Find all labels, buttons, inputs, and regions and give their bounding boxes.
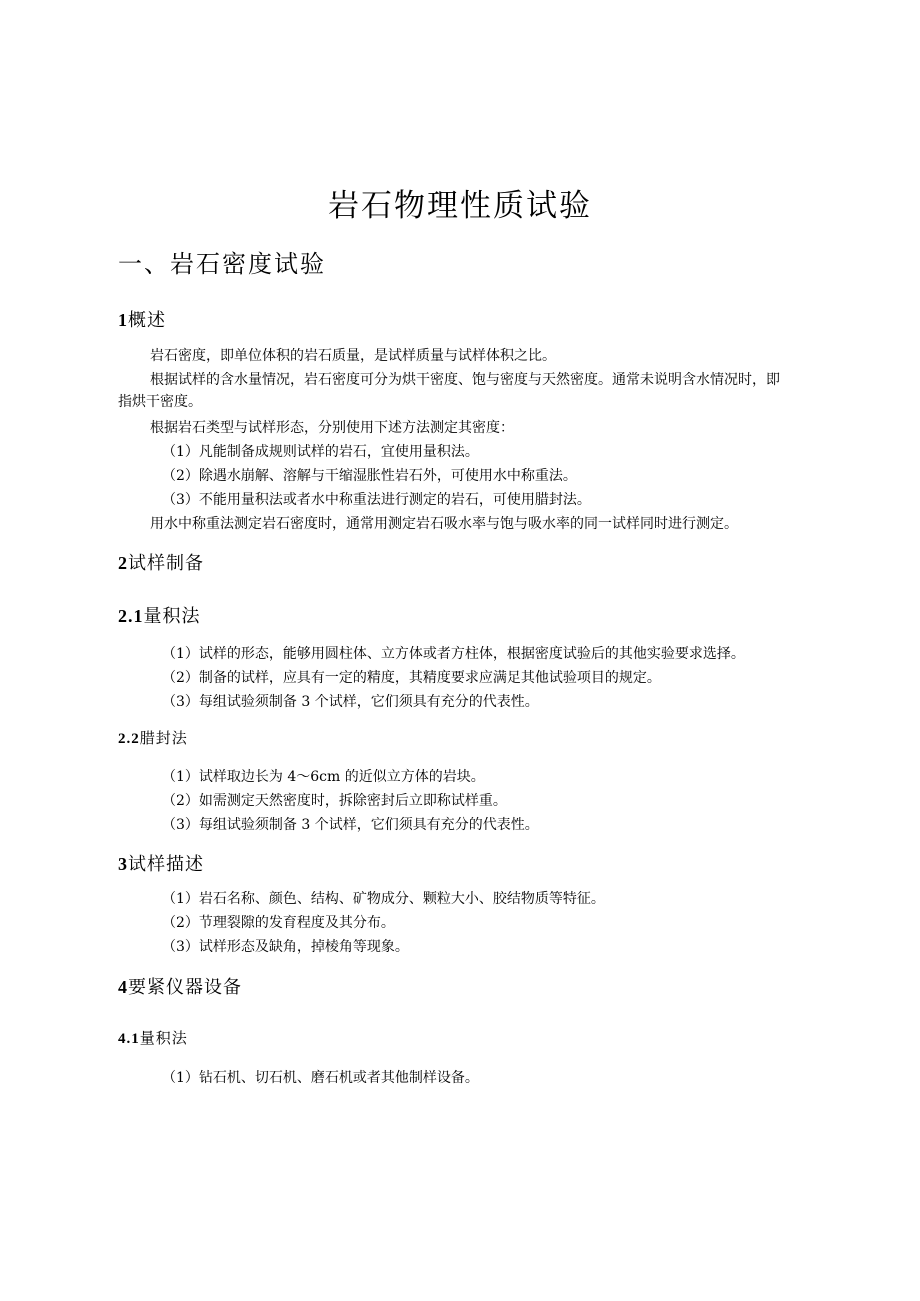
list-item: （1）试样取边长为 4～6cm 的近似立方体的岩块。 [162,769,485,785]
section-title: 一、岩石密度试验 [118,250,326,278]
heading-3 [118,853,204,876]
list-item: （3）每组试验须制备 3 个试样，它们须具有充分的代表性。 [162,817,539,833]
heading-4-number: 4 [118,977,128,997]
list-item: （3）每组试验须制备 3 个试样，它们须具有充分的代表性。 [162,694,539,710]
heading-2-text: 试样制备 [128,553,204,574]
heading-1-text: 概述 [128,310,166,331]
heading-2-2-number: 2.2 [118,731,140,747]
heading-4-1 [118,1029,188,1050]
paragraph: 岩石密度，即单位体积的岩石质量，是试样质量与试样体积之比。 [150,348,556,364]
paragraph: 用水中称重法测定岩石密度时，通常用测定岩石吸水率与饱与吸水率的同一试样同时进行测定。 [150,516,738,532]
heading-2-number: 2 [118,553,128,573]
list-item: （3）试样形态及缺角，掉棱角等现象。 [162,939,409,955]
heading-1 [118,309,166,332]
heading-3-text: 试样描述 [128,854,204,875]
paragraph: 根据试样的含水量情况，岩石密度可分为烘干密度、饱与密度与天然密度。通常未说明含水情况时，即指烘干密度。 [118,372,780,410]
heading-1-number: 1 [118,310,128,330]
document-title: 岩石物理性质试验 [328,188,592,224]
heading-4-1-number: 4.1 [118,1031,140,1047]
heading-3-number: 3 [118,854,128,874]
heading-2-1-text: 量积法 [143,606,201,627]
list-item: （3）不能用量积法或者水中称重法进行测定的岩石，可使用腊封法。 [162,492,591,508]
heading-4-1-text: 量积法 [139,1029,188,1047]
list-item: （1）岩石名称、颜色、结构、矿物成分、颗粒大小、胶结物质等特征。 [162,891,605,907]
heading-2-1 [118,605,201,628]
heading-2-1-number: 2.1 [118,606,144,626]
paragraph: 根据岩石类型与试样形态，分别使用下述方法测定其密度： [150,420,514,436]
heading-2 [118,552,204,575]
heading-4-text: 要紧仪器设备 [128,977,242,998]
list-item: （2）节理裂隙的发育程度及其分布。 [162,915,395,931]
heading-2-2 [118,729,188,750]
list-item: （2）如需测定天然密度时，拆除密封后立即称试样重。 [162,793,507,809]
list-item: （2）除遇水崩解、溶解与干缩湿胀性岩石外，可使用水中称重法。 [162,468,577,484]
list-item: （1）钻石机、切石机、磨石机或者其他制样设备。 [162,1070,479,1086]
list-item: （1）试样的形态，能够用圆柱体、立方体或者方柱体，根据密度试验后的其他实验要求选择。 [162,646,745,662]
list-item: （2）制备的试样，应具有一定的精度，其精度要求应满足其他试验项目的规定。 [162,670,661,686]
list-item: （1）凡能制备成规则试样的岩石，宜使用量积法。 [162,444,479,460]
heading-4 [118,976,242,999]
heading-2-2-text: 腊封法 [139,729,188,747]
